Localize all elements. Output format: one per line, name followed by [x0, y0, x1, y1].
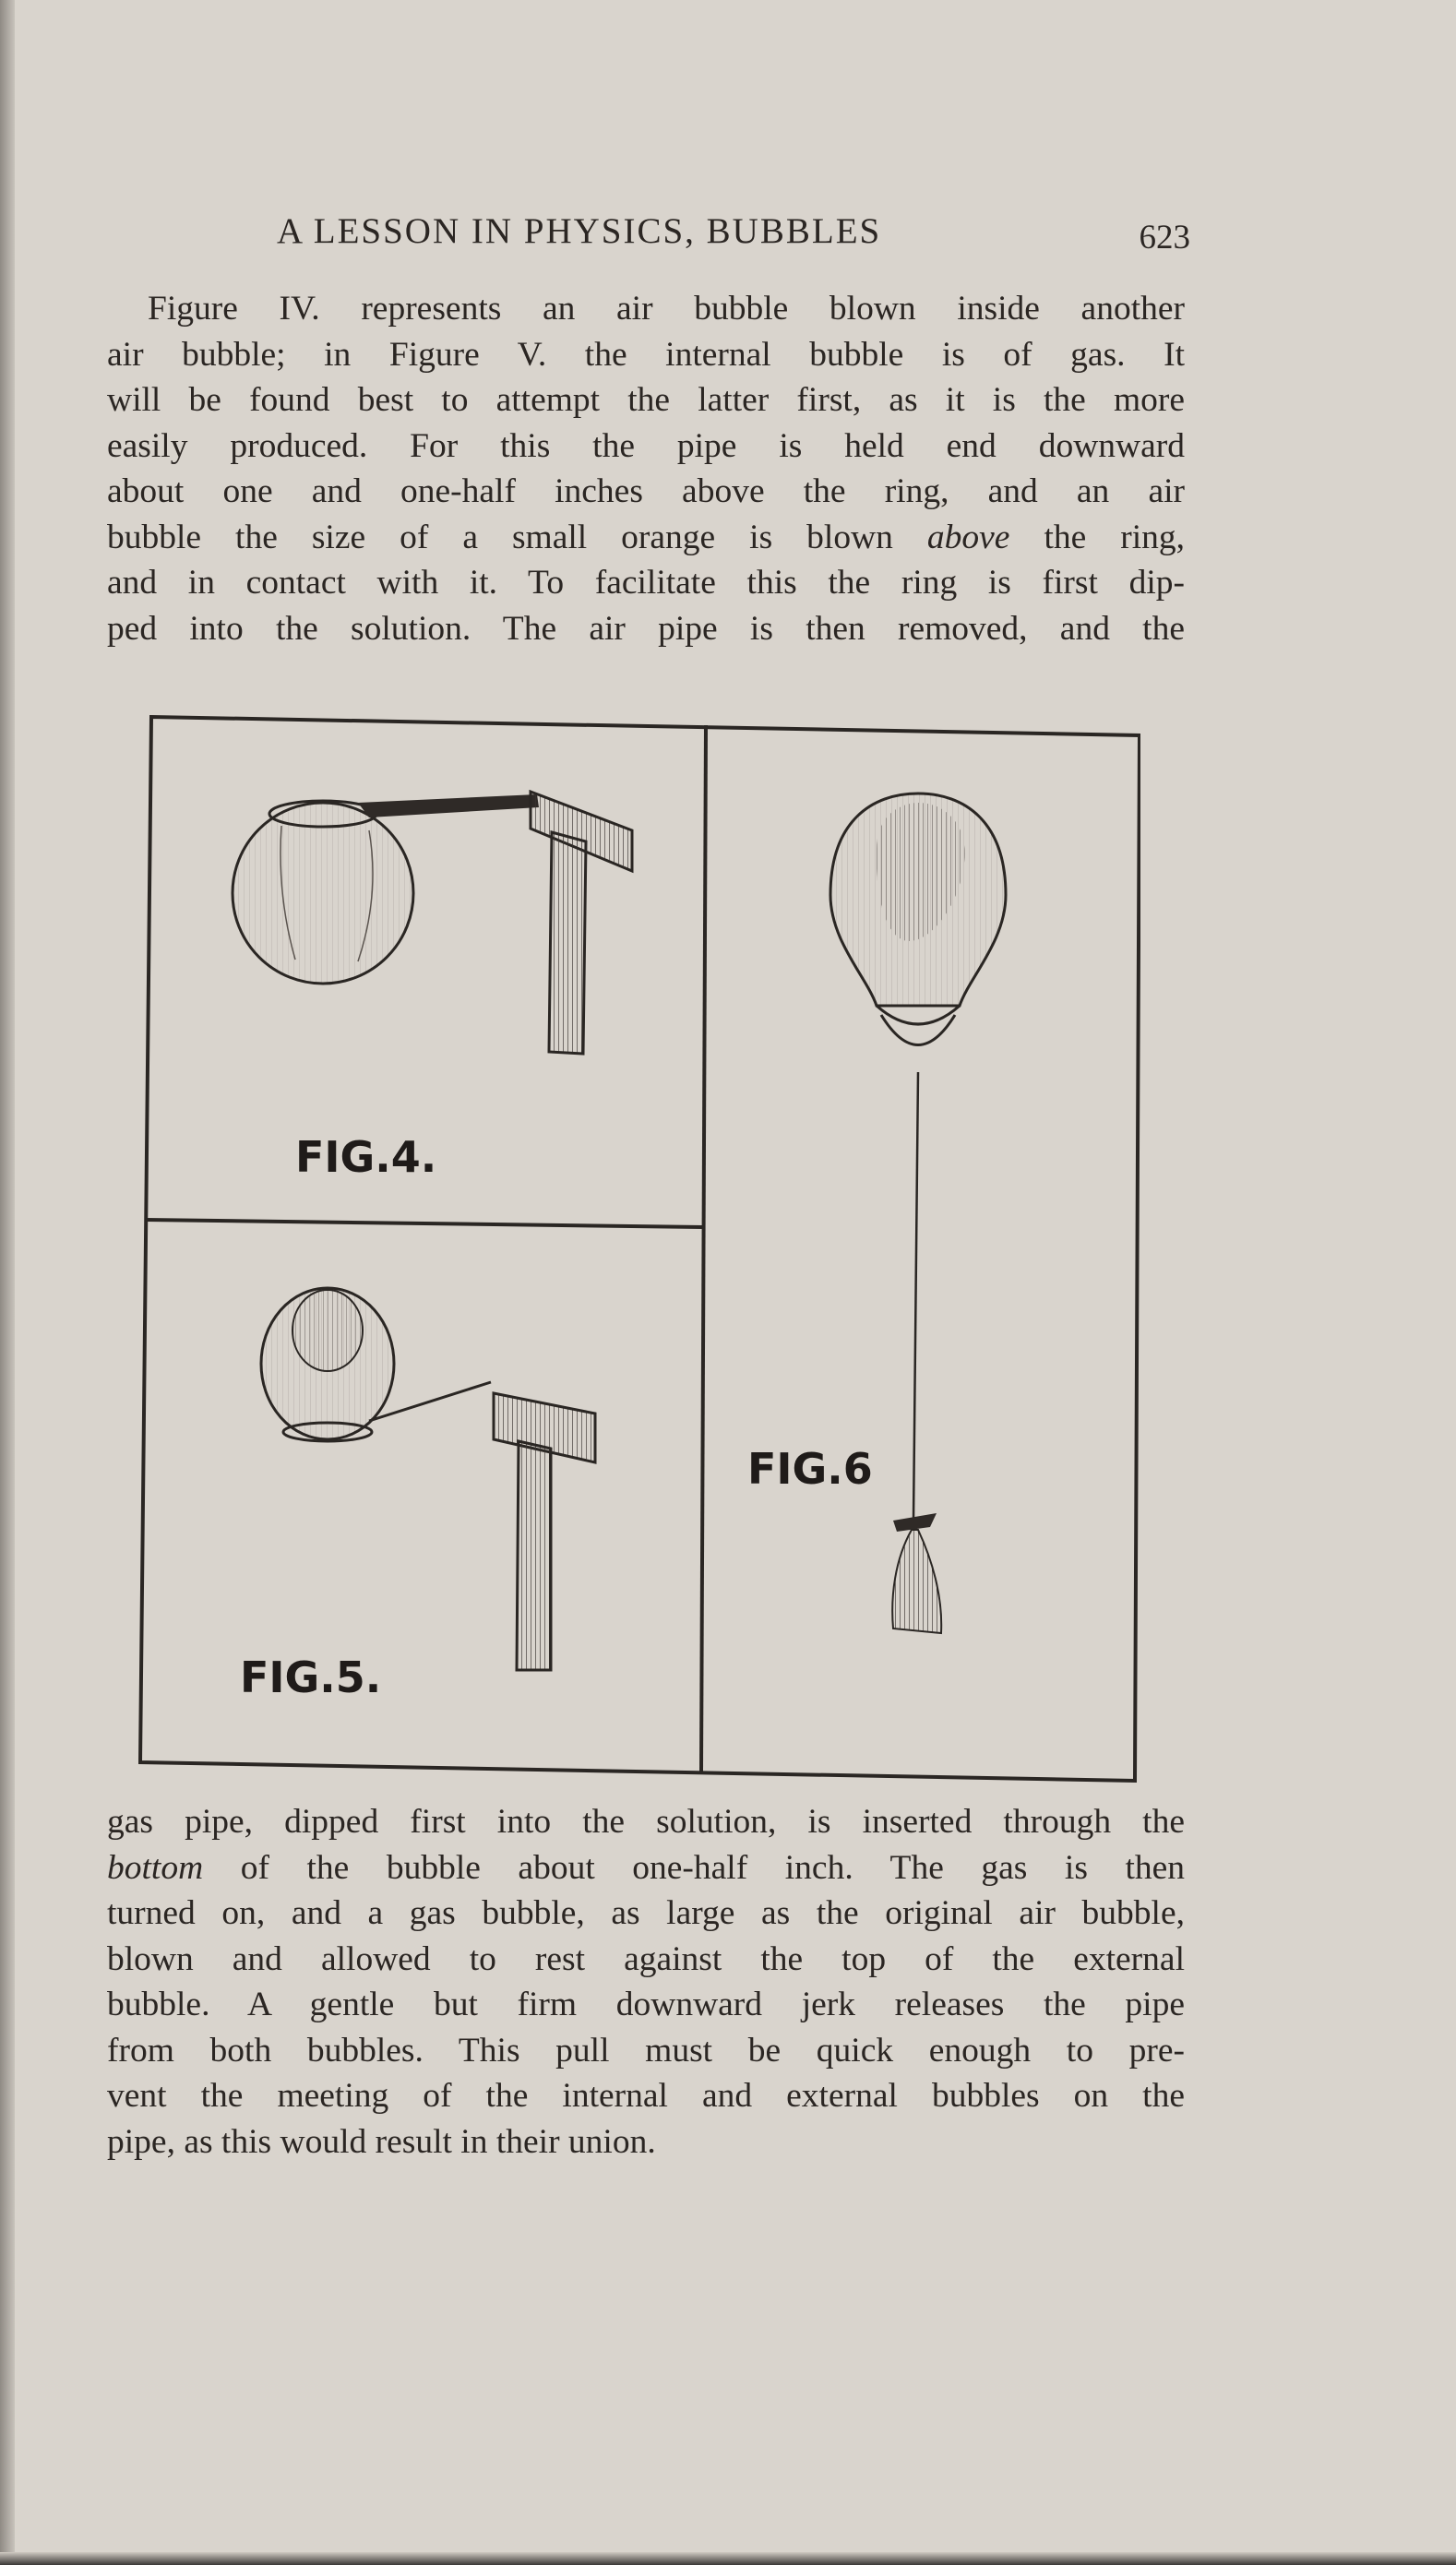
figure-divider-horizontal [146, 1220, 703, 1227]
text-line: Figure IV. represents an air bubble blown inside another [148, 290, 1185, 328]
text-line: turned on, and a gas bubble, as large as the original air bubble, [107, 1894, 1185, 1932]
text-line: bubble. A gentle but firm downward jerk releases the pipe [107, 1986, 1185, 2023]
fig4-drawing [233, 792, 632, 1054]
text-line: ped into the solution. The air pipe is then removed, and the [107, 609, 1185, 648]
page-number: 623 [1139, 219, 1190, 256]
text-line: about one and one-half inches above the ring, and an air [107, 472, 1185, 510]
text-line: will be found best to attempt the latter first, as it is the more [107, 381, 1185, 419]
text-line: bubble the size of a small orange is blown above the ring, [107, 518, 1186, 556]
fig6-label: FIG.6 [747, 1444, 873, 1494]
text-line: blown and allowed to rest against the top of the external [107, 1939, 1185, 1978]
italic-word: above [926, 518, 1010, 556]
book-binding-shadow [0, 0, 15, 2565]
text-line: bottom of the bubble about one-half inch. The gas is then [107, 1848, 1186, 1887]
paragraph-2 [107, 1799, 1185, 2165]
italic-word: bottom [107, 1848, 204, 1887]
text-line: gas pipe, dipped first into the solution, is inserted through the [107, 1803, 1185, 1841]
running-title: A LESSON IN PHYSICS, BUBBLES [277, 211, 882, 251]
text-line: and in contact with it. To facilitate this the ring is first dip- [107, 564, 1185, 602]
text-line: vent the meeting of the internal and external bubbles on the [107, 2077, 1185, 2115]
text-line: from both bubbles. This pull must be quick enough to pre- [107, 2031, 1185, 2070]
figure-plate [138, 710, 1140, 1790]
page-bottom-edge [0, 2552, 1456, 2565]
paragraph-1 [107, 286, 1185, 651]
fig6-drawing [830, 793, 1006, 1633]
fig5-label: FIG.5. [240, 1652, 382, 1702]
fig5-drawing [261, 1288, 595, 1670]
figure-divider-vertical [701, 725, 706, 1772]
text-line: air bubble; in Figure V. the internal bubble is of gas. It [107, 335, 1185, 374]
text-line: easily produced. For this the pipe is held end downward [107, 426, 1185, 465]
text-line: pipe, as this would result in their union. [107, 2122, 656, 2161]
figure-plate-drawing [138, 710, 1140, 1790]
fig4-label: FIG.4. [295, 1132, 437, 1182]
running-head [277, 210, 1190, 266]
